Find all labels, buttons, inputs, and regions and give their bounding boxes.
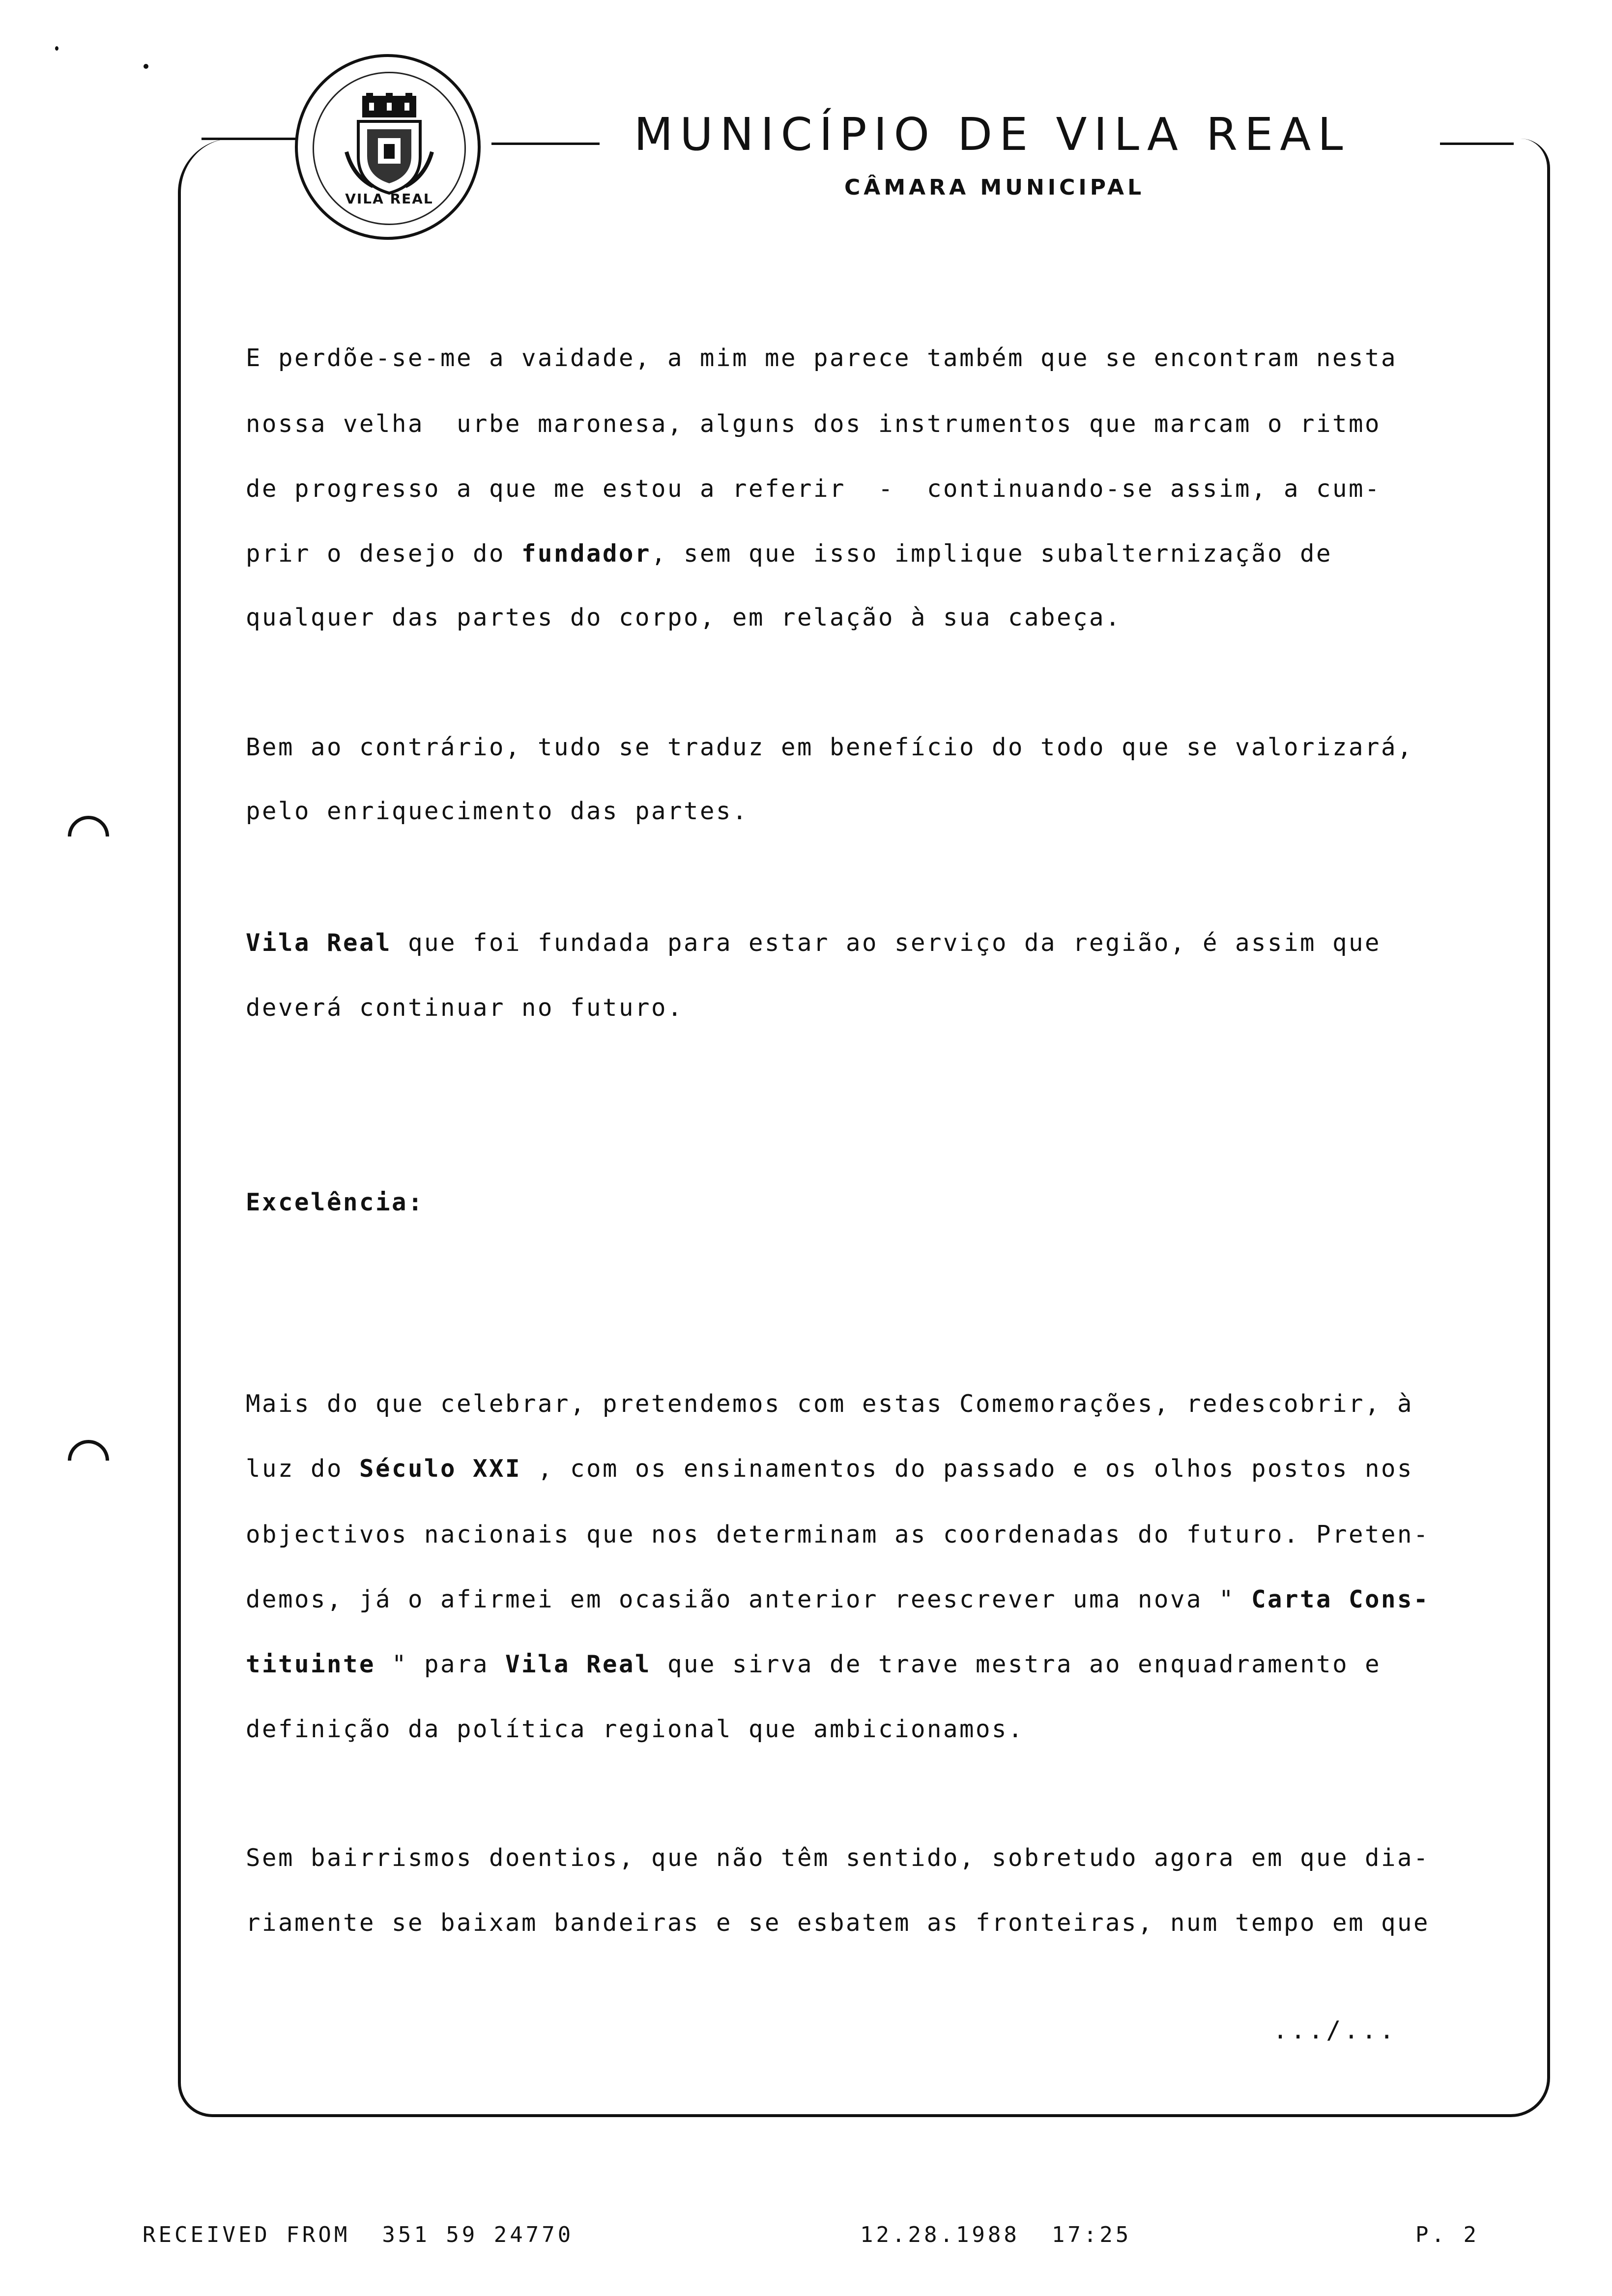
section-heading: Excelência:	[246, 1188, 425, 1216]
header-rule-right	[1440, 143, 1514, 145]
text-line: nossa velha urbe maronesa, alguns dos instrumentos que marcam o ritmo	[246, 410, 1382, 438]
page-title: MUNICÍPIO DE VILA REAL	[634, 108, 1350, 161]
text-line: Sem bairrismos doentios, que não têm sentido, sobretudo agora em que dia-	[246, 1844, 1430, 1872]
page-number: P. 2	[1415, 2222, 1479, 2247]
text-line: qualquer das partes do corpo, em relação à sua cabeça.	[246, 603, 1122, 631]
text-line: tituinte " para Vila Real que sirva de trave mestra ao enquadramento e	[246, 1650, 1382, 1678]
fax-received-from: RECEIVED FROM 351 59 24770	[143, 2222, 574, 2247]
text-line: luz do Século XXI , com os ensinamentos do passado e os olhos postos nos	[246, 1455, 1414, 1483]
text-line: riamente se baixam bandeiras e se esbatem as fronteiras, num tempo em que	[246, 1909, 1430, 1937]
text-line: definição da política regional que ambicionamos.	[246, 1715, 1025, 1743]
fax-datetime: 12.28.1988 17:25	[860, 2222, 1132, 2247]
seal-inner-ring	[313, 72, 466, 225]
punch-hole-mark	[59, 1432, 118, 1490]
header-rule-middle	[491, 143, 600, 145]
scan-speck	[55, 46, 58, 51]
municipal-seal	[295, 54, 481, 240]
text-line: objectivos nacionais que nos determinam as coordenadas do futuro. Preten-	[246, 1521, 1430, 1549]
text-line: prir o desejo do fundador, sem que isso implique subalternização de	[246, 540, 1333, 568]
header-rule-left	[202, 138, 297, 140]
seal-text: VILA REAL	[345, 191, 433, 207]
text-line: demos, já o afirmei em ocasião anterior reescrever uma nova " Carta Cons-	[246, 1585, 1430, 1613]
text-line: E perdõe-se-me a vaidade, a mim me parece também que se encontram nesta	[246, 344, 1398, 372]
continuation-mark: .../...	[1273, 2016, 1397, 2044]
page-subtitle: CÂMARA MUNICIPAL	[844, 175, 1145, 200]
text-line: de progresso a que me estou a referir - continuando-se assim, a cum-	[246, 475, 1382, 503]
punch-hole-mark	[59, 807, 118, 866]
text-line: Mais do que celebrar, pretendemos com estas Comemorações, redescobrir, à	[246, 1390, 1414, 1418]
coat-of-arms-icon	[344, 93, 435, 201]
text-line: Bem ao contrário, tudo se traduz em benefício do todo que se valorizará,	[246, 733, 1414, 761]
scan-speck	[144, 64, 148, 69]
text-line: Vila Real que foi fundada para estar ao serviço da região, é assim que	[246, 929, 1382, 957]
text-line: pelo enriquecimento das partes.	[246, 797, 749, 825]
text-line: deverá continuar no futuro.	[246, 994, 684, 1022]
